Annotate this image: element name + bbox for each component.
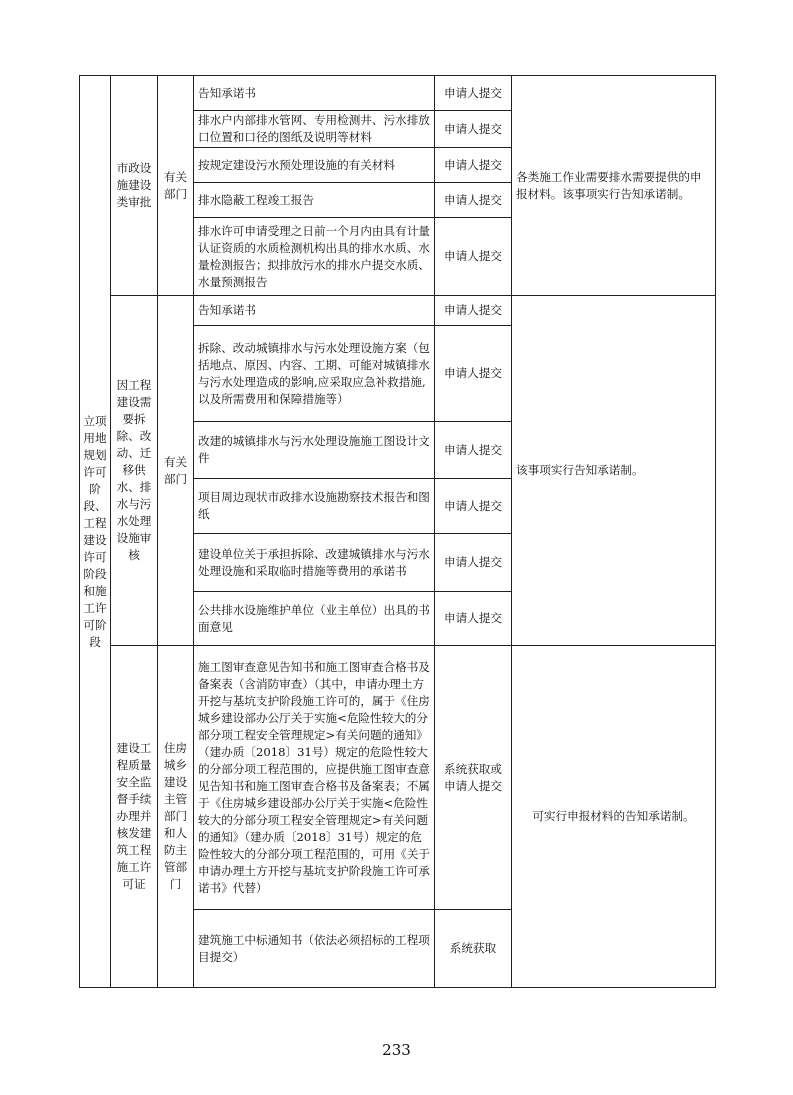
item-cell: 建设工程质量安全监督手续办理并核发建筑工程施工许可证 [111, 646, 158, 988]
table-row [80, 76, 716, 111]
material-cell: 拆除、改动城镇排水与污水处理设施方案（包括地点、原因、内容、工期、可能对城镇排水与污水处理造成的影响,应采取应急补救措施,以及所需费用和保障措施等） [194, 326, 435, 422]
note-cell: 可实行申报材料的告知承诺制。 [512, 646, 716, 988]
table-row [80, 296, 716, 326]
material-cell: 告知承诺书 [194, 76, 435, 111]
source-cell: 系统获取或申请人提交 [435, 646, 512, 910]
dept-cell: 住房城乡建设主管部门和人防主管部门 [158, 646, 194, 988]
source-cell: 系统获取 [435, 910, 512, 988]
source-cell: 申请人提交 [435, 592, 512, 646]
material-cell: 公共排水设施维护单位（业主单位）出具的书面意见 [194, 592, 435, 646]
item-cell: 市政设施建设类审批 [111, 76, 158, 296]
dept-cell: 有关部门 [158, 76, 194, 296]
material-cell: 按规定建设污水预处理设施的有关材料 [194, 148, 435, 183]
source-cell: 申请人提交 [435, 148, 512, 183]
source-cell: 申请人提交 [435, 111, 512, 148]
source-cell: 申请人提交 [435, 183, 512, 218]
source-cell: 申请人提交 [435, 534, 512, 592]
material-cell: 建设单位关于承担拆除、改建城镇排水与污水处理设施和采取临时措施等费用的承诺书 [194, 534, 435, 592]
table-row [80, 646, 716, 910]
material-cell: 排水许可申请受理之日前一个月内由具有计量认证资质的水质检测机构出具的排水水质、水量检测报告；拟排放污水的排水户提交水质、水量预测报告 [194, 218, 435, 296]
material-cell: 施工图审查意见告知书和施工图审查合格书及备案表（含消防审查）（其中，申请办理土方开挖与基坑支护阶段施工许可的，属于《住房城乡建设部办公厅关于实施<危险性较大的分部分项工程安全管理规定>有关问题的通知》（建办质〔2018〕31号）规定的危险性较大的分部分项工程范围的，应提供施工图审查意见告知书和施工图审查合格书及备案表；不属于《住房城乡建设部办公厅关于实施<危险性较大的分部分项工程安全管理规定>有关问题的通知》（建办质〔2018〕31号）规定的危险性较大的分部分项工程范围的，可用《关于申请办理土方开挖与基坑支护阶段施工许可承诺书》代替） [194, 646, 435, 910]
note-cell: 各类施工作业需要排水需要提供的申报材料。该事项实行告知承诺制。 [512, 76, 716, 296]
material-cell: 排水隐蔽工程竣工报告 [194, 183, 435, 218]
source-cell: 申请人提交 [435, 326, 512, 422]
source-cell: 申请人提交 [435, 76, 512, 111]
source-cell: 申请人提交 [435, 479, 512, 534]
material-cell: 排水户内部排水管网、专用检测井、污水排放口位置和口径的图纸及说明等材料 [194, 111, 435, 148]
stage-cell: 立项用地规划许可阶段、工程建设许可阶段和施工许可阶段 [80, 76, 111, 988]
dept-cell: 有关部门 [158, 296, 194, 646]
item-cell: 因工程建设需要拆除、改动、迁移供水、排水与污水处理设施审核 [111, 296, 158, 646]
source-cell: 申请人提交 [435, 296, 512, 326]
material-cell: 改建的城镇排水与污水处理设施施工图设计文件 [194, 422, 435, 479]
source-cell: 申请人提交 [435, 422, 512, 479]
note-cell: 该事项实行告知承诺制。 [512, 296, 716, 646]
materials-table [79, 75, 716, 988]
source-cell: 申请人提交 [435, 218, 512, 296]
page-number: 233 [382, 1041, 411, 1059]
material-cell: 建筑施工中标通知书（依法必须招标的工程项目提交） [194, 910, 435, 988]
material-cell: 告知承诺书 [194, 296, 435, 326]
material-cell: 项目周边现状市政排水设施勘察技术报告和图纸 [194, 479, 435, 534]
